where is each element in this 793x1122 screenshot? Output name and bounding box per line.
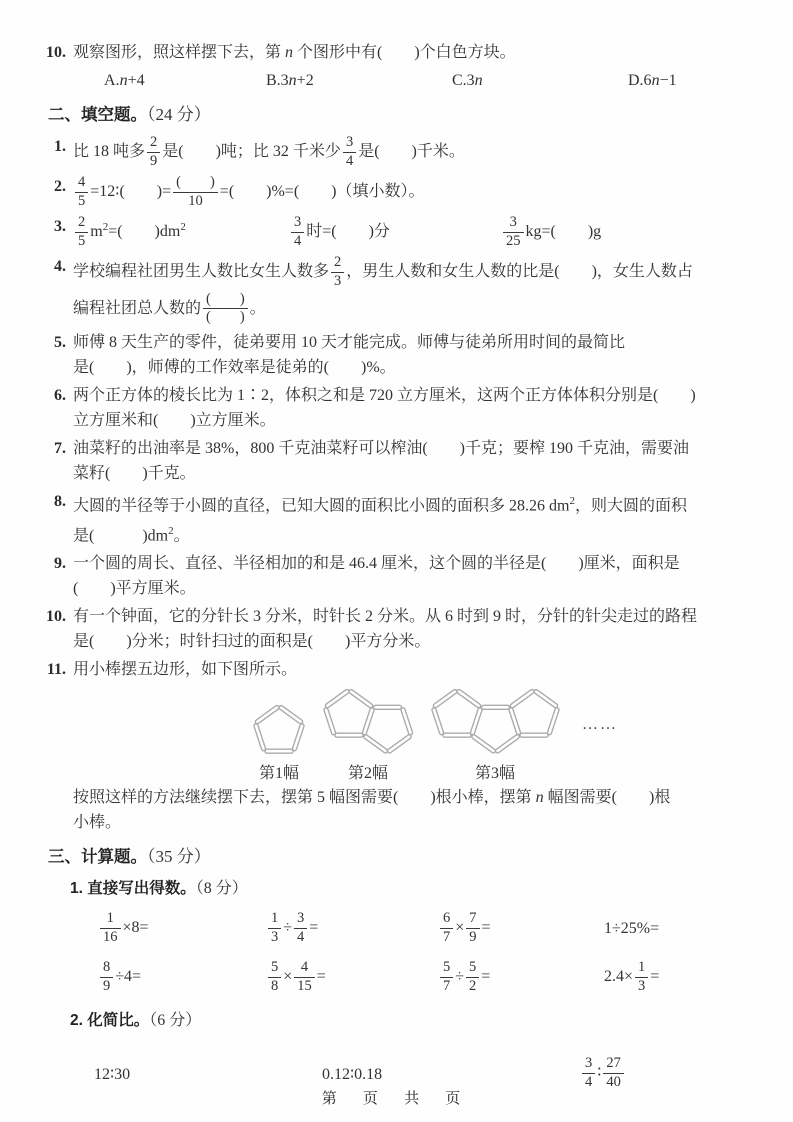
fill-question-9	[34, 551, 763, 601]
figure-1-label: 第1幅	[258, 765, 299, 783]
question-number: 5.	[54, 334, 66, 352]
option-b: B.3n+2	[266, 72, 314, 89]
question-text-line-2: 是( )分米；时针扫过的面积是( )平方分米。	[73, 633, 431, 651]
pentagon-diagram-2	[322, 688, 414, 756]
conversion-3: $\frac{3}{25}$ kg=( )g	[501, 214, 601, 251]
question-number: 4.	[54, 257, 66, 275]
question-number: 7.	[54, 440, 66, 458]
question-text-line-2: 立方厘米和( )立方厘米。	[73, 412, 276, 430]
calc-expression: 1÷25%=	[604, 919, 660, 937]
question-number: 3.	[54, 217, 66, 235]
question-text-line-1: 两个正方体的棱长比为 1∶2，体积之和是 720 立方厘米，这两个正方体体积分别是( )	[73, 387, 696, 405]
direct-calculation-grid	[98, 910, 763, 996]
question-text-line-1: 按照这样的方法继续摆下去，摆第 5 幅图需要( )根小棒，摆第 n 幅图需要( )根	[73, 789, 671, 807]
figure-3-label: 第3幅	[474, 765, 515, 783]
calc-expression: $\frac{1}{16}$ ×8=	[98, 910, 266, 947]
fill-question-6	[34, 383, 763, 433]
pentagon-figure-3	[430, 688, 560, 783]
question-number: 10.	[46, 608, 66, 626]
calc-sub-2-header	[70, 1008, 763, 1034]
calc-expression: $\frac{1}{3}$ ÷ $\frac{3}{4}$ =	[266, 910, 438, 947]
question-text-line-1: 油菜籽的出油率是 38%，800 千克油菜籽可以榨油( )千克；要榨 190 千克油，需要油	[73, 440, 689, 458]
ratio-expression: 12∶30	[94, 1065, 131, 1083]
question-number: 9.	[54, 555, 66, 573]
question-number: 1.	[54, 138, 66, 155]
pentagon-diagram-3	[430, 688, 560, 756]
question-number: 6.	[54, 387, 66, 405]
question-text-line-2: 是( )，师傅的工作效率是徒弟的( )%。	[73, 359, 396, 377]
question-text: 观察图形，照这样摆下去，第 n 个图形中有( )个白色方块。	[73, 44, 516, 61]
page-footer: 第 页 共 页	[321, 1090, 472, 1107]
question-number: 8.	[54, 493, 66, 511]
calc-expression: $\frac{8}{9}$ ÷4=	[98, 959, 266, 996]
question-text: 比 18 吨多 $\frac{2}{9}$ 是( )吨；比 32 千米少 $\frac{3}{4}$ 是( )千米。	[73, 134, 465, 169]
ellipsis: ……	[582, 716, 618, 734]
section-2-header	[48, 102, 763, 128]
ratio-expression: $\frac{3}{4}$ ∶ $\frac{27}{40}$	[580, 1055, 626, 1092]
question-text-line-1: 一个圆的周长、直径、半径相加的和是 46.4 厘米，这个圆的半径是( )厘米，面积是	[73, 555, 680, 573]
figure-2-label: 第2幅	[347, 765, 388, 783]
calc-sub-1-score: （8 分）	[195, 880, 248, 898]
fill-question-3	[34, 214, 763, 251]
fill-question-1	[34, 134, 763, 171]
choice-question-10	[34, 40, 763, 65]
option-a: A.n+4	[104, 72, 145, 89]
fill-question-11	[34, 657, 763, 682]
ratio-expression: 0.12∶0.18	[322, 1065, 383, 1083]
pentagon-diagram-1	[252, 704, 306, 756]
question-text-line-2: 菜籽( )千克。	[73, 465, 196, 483]
pentagon-figure-1	[252, 704, 306, 783]
fill-question-2	[34, 174, 763, 211]
choice-options-row	[104, 69, 763, 93]
fill-question-4	[34, 254, 763, 328]
calc-expression: $\frac{6}{7}$ × $\frac{7}{9}$ =	[438, 910, 604, 947]
fill-question-8	[34, 489, 763, 548]
calc-sub-1-header	[70, 876, 763, 902]
conversion-2: $\frac{3}{4}$ 时=( )分	[289, 214, 501, 251]
option-d: D.6n−1	[628, 72, 677, 89]
question-number: 10.	[46, 44, 66, 61]
question-text-line-2: 小棒。	[73, 814, 122, 832]
question-text-line-1: 大圆的半径等于小圆的直径，已知大圆的面积比小圆的面积多 28.26 $dm^2$，则大圆的面积	[73, 495, 687, 515]
calc-sub-1-title: 1. 直接写出得数。	[70, 880, 196, 898]
fill-question-10	[34, 604, 763, 654]
question-number: 2.	[54, 177, 66, 195]
question-text: $\frac{4}{5}$ =12∶( )= ( ) 10 =( )%=( )（填小数）。	[73, 174, 763, 211]
fill-question-11-continued	[34, 785, 763, 835]
question-text-line-1: 学校编程社团男生人数比女生人数多 $\frac{2}{3}$ ，男生人数和女生人数的比是( )，女生人数占	[73, 253, 693, 289]
section-2-score: （24 分）	[147, 105, 211, 124]
question-text-line-2: 编程社团总人数的 ( ) ( ) 。	[73, 290, 266, 326]
conversion-1: $\frac{2}{5}$ $m^2=$( )$dm^2$	[73, 214, 289, 251]
question-text-line-1: 有一个钟面，它的分针长 3 分米，时针长 2 分米。从 6 时到 9 时，分针的针尖走过的路程	[73, 608, 698, 626]
question-text-line-1: 师傅 8 天生产的零件，徒弟要用 10 天才能完成。师傅与徒弟所用时间的最简比	[73, 334, 626, 352]
calc-expression: $\frac{5}{7}$ ÷ $\frac{5}{2}$ =	[438, 959, 604, 996]
section-3-header	[48, 844, 763, 870]
calc-expression: $\frac{5}{8}$ × $\frac{4}{15}$ =	[266, 959, 438, 996]
option-c: C.3n	[452, 72, 483, 89]
question-text: 用小棒摆五边形，如下图所示。	[73, 661, 298, 679]
question-number: 11.	[46, 661, 66, 679]
question-text-line-2: ( )平方厘米。	[73, 580, 196, 598]
calc-sub-2-title: 2. 化简比。	[70, 1011, 150, 1029]
fill-question-7	[34, 436, 763, 486]
calc-expression: 2.4× $\frac{1}{3}$ =	[604, 958, 660, 994]
calc-sub-2-score: （6 分）	[149, 1011, 202, 1029]
section-3-score: （35 分）	[147, 847, 211, 867]
question-text-line-2: 是( )$dm^2$。	[73, 524, 190, 545]
section-2-title: 二、填空题。	[48, 106, 147, 124]
pentagon-figures-row	[252, 688, 763, 783]
fill-question-5	[34, 330, 763, 380]
section-3-title: 三、计算题。	[48, 848, 147, 867]
pentagon-figure-2	[322, 688, 414, 783]
